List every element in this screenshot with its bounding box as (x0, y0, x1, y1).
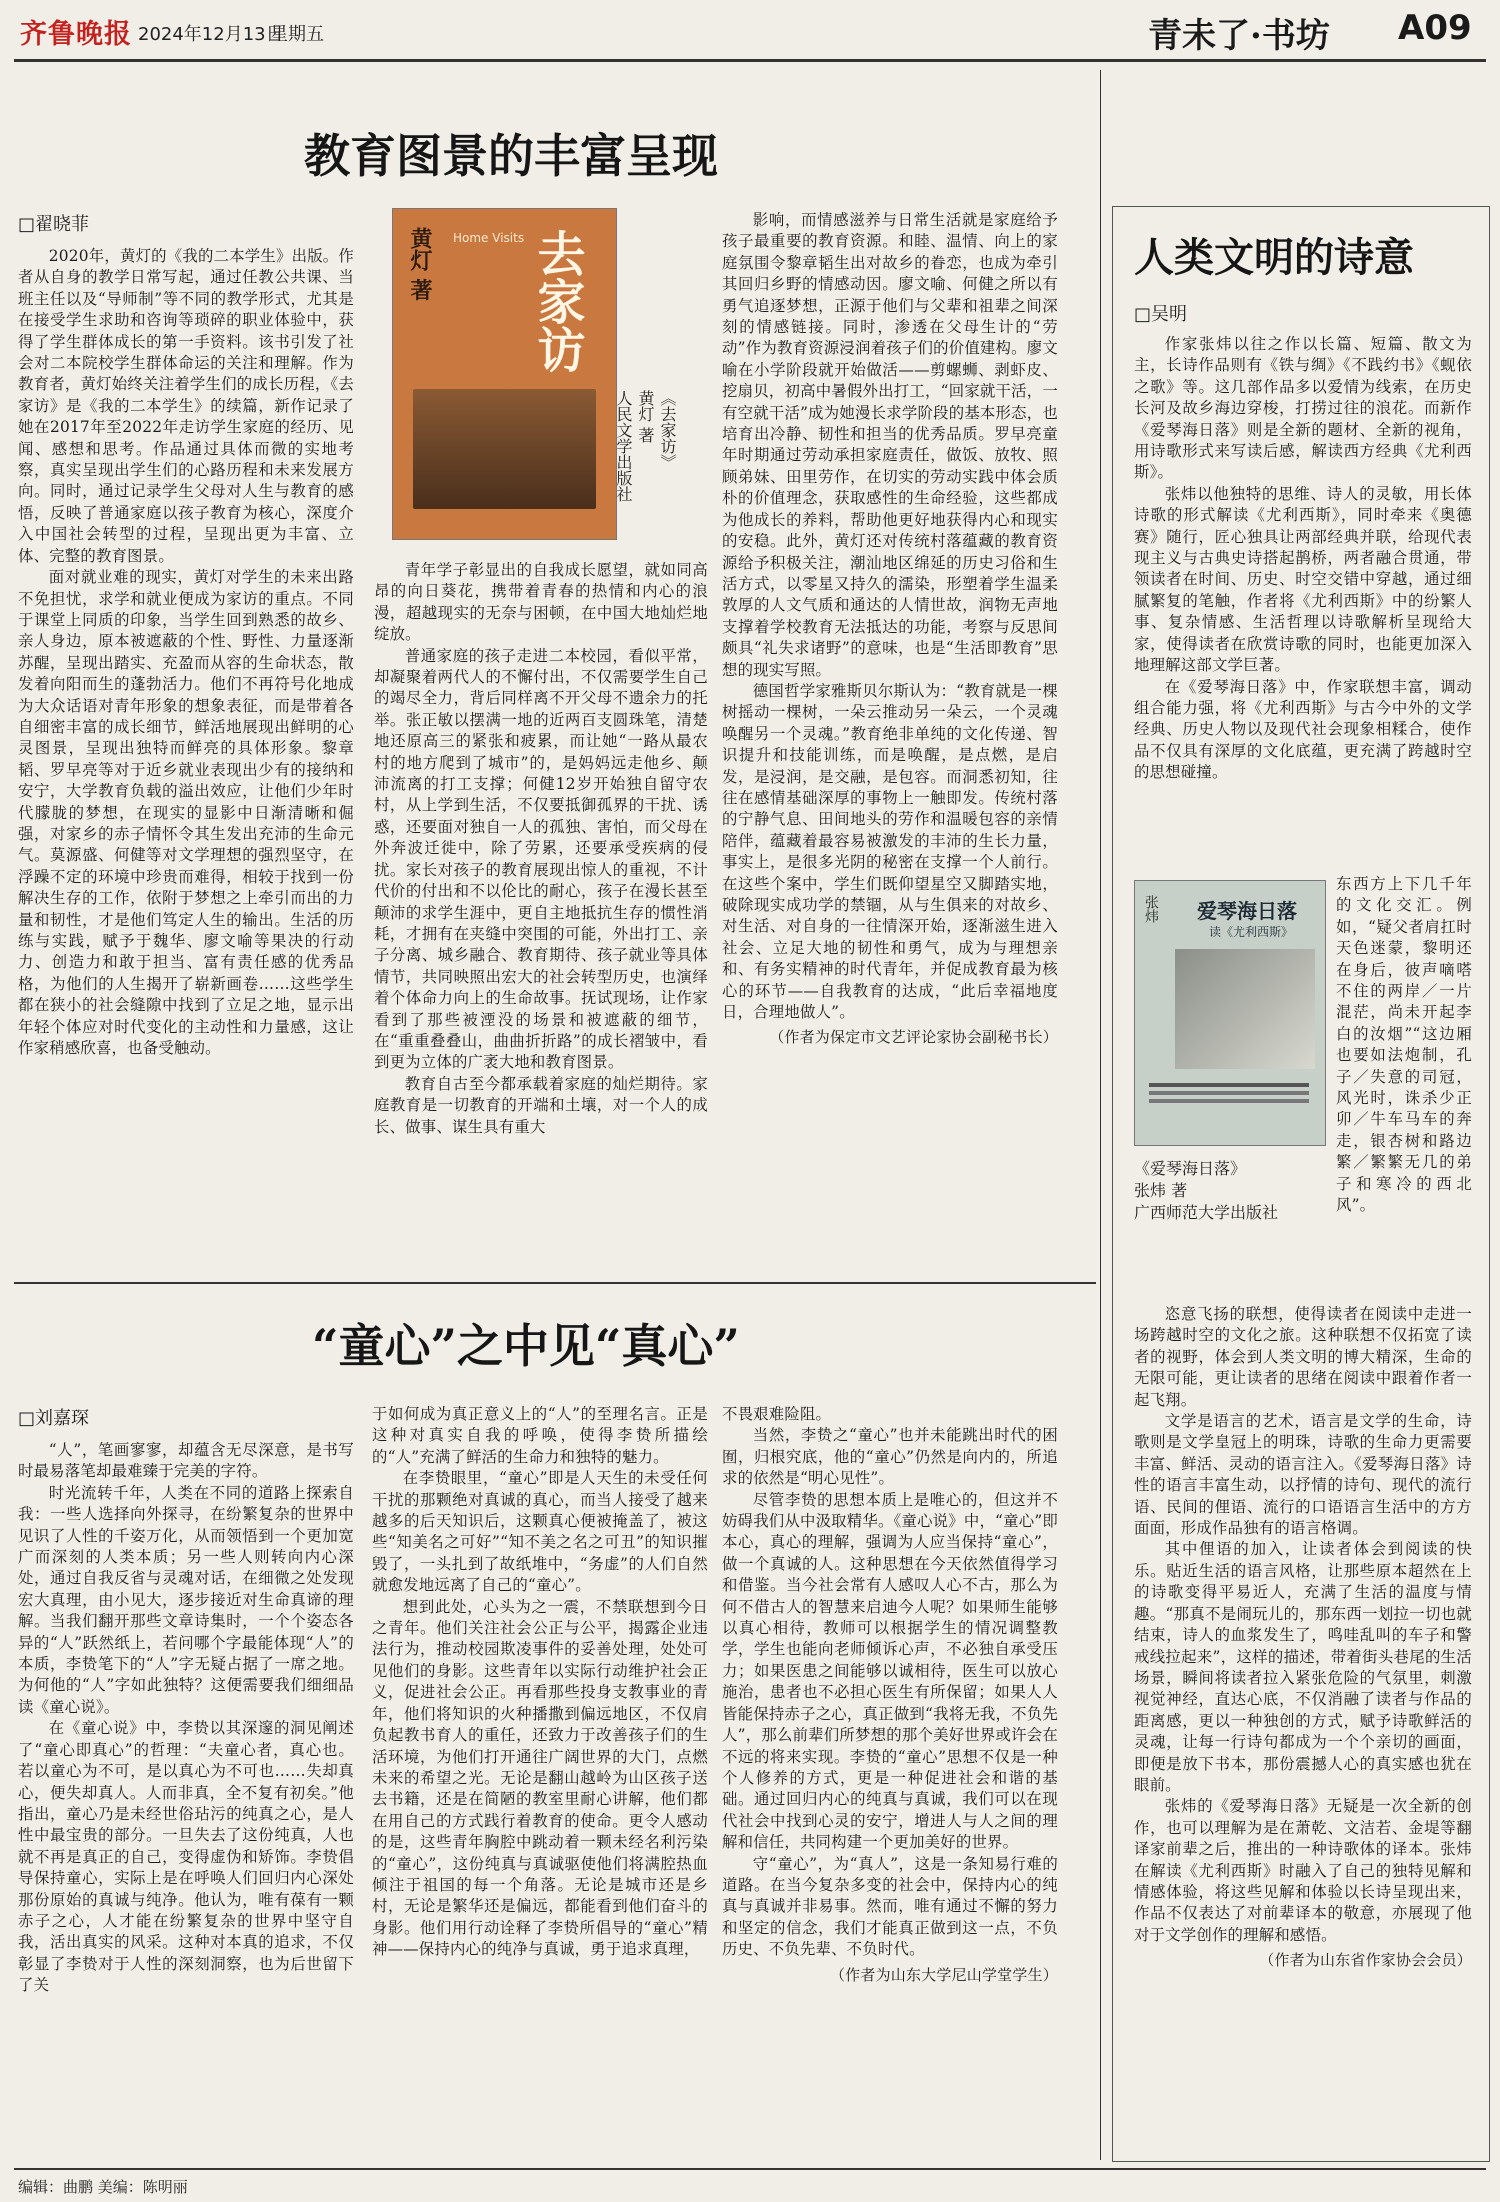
paragraph: 尽管李贽的思想本质上是唯心的，但这并不妨碍我们从中汲取精华。《童心说》中，“童心”即本心，真心的理解，强调为人应当保持“童心”，做一个真诚的人。这种思想在今天依然值得学习和借鉴。当今社会常有人感叹人心不古，那么为何不借古人的智慧来启迪今人呢？如果师生能够以真心相待，教师可以根据学生的情况调整教学，学生也能向老师倾诉心声，不必独自承受压力；如果医患之间能够以诚相待，医生可以放心施治，患者也不必担心医生有所保留；如果人人皆能保持赤子之心，真正做到“我将无我，不负先人”，那么前辈们所梦想的那个美好世界或许会在不远的将来实现。李贽的“童心”思想不仅是一种个人修养的方式，更是一种促进社会和谐的基础。通过回归内心的纯真与真诚，我们可以在现代社会中找到心灵的安宁，增进人与人之间的理解和信任，共同构建一个更加美好的世界。 (722, 1490, 1058, 1852)
caption-line: 黄灯 著 (636, 390, 655, 444)
paragraph: 在《童心说》中，李贽以其深邃的洞见阐述了“童心即真心”的哲理：“夫童心者，真心也。若以童心为不可，是以真心为不可也……失却真心，便失却真人。人而非真，全不复有初矣。”他指出，童心乃是未经世俗玷污的纯真之心，是人性中最宝贵的部分。一旦失去了这份纯真，人也就不再是真正的自己，变得虚伪和矫饰。李贽倡导保持童心，实际上是在呼唤人们回归内心深处那份原始的真诚与纯净。他认为，唯有葆有一颗赤子之心，人才能在纷繁复杂的世界中坚守自我，活出真实的风采。这种对本真的追求，不仅彰显了李贽对于人性的深刻洞察，也为后世留下了关 (18, 1719, 354, 1995)
author-note: （作者为保定市文艺评论家协会副秘书长） (769, 1028, 1058, 1047)
column-separator (1100, 70, 1101, 2160)
article2-column-1 (18, 1440, 354, 2162)
cover-blurb (1149, 1083, 1309, 1087)
paragraph: 影响，而情感滋养与日常生活就是家庭给予孩子最重要的教育资源。和睦、温情、向上的家庭氛围令黎章韬生出对故乡的眷恋，也成为牵引其回归乡野的情感动因。廖文喻、何健之所以有勇气追逐梦想，正源于他们与父辈和祖辈之间深刻的情感链接。同时，渗透在父母生计的“劳动”作为教育资源浸润着孩子们的价值建构。廖文喻在小学阶段就开始做活——剪螺蛳、剥虾皮、挖扇贝，初高中暑假外出打工，“回家就干活，一有空就干活”成为她漫长求学阶段的基本形态，也培育出冷静、韧性和担当的优秀品质。罗早亮童年时期通过劳动承担家庭责任，做饭、放牧、照顾弟妹、田里劳作，在切实的劳动实践中体会质朴的价值理念，获取感性的生命经验，这些都成为他成长的养料，帮助他更好地获得内心和现实的安稳。此外，黄灯还对传统村落蕴藏的教育资源给予积极关注，潮汕地区绵延的历史习俗和生活方式，以零星又持久的濡染，形塑着学生温柔敦厚的人文气质和通达的人情世故，润物无声地支撑着学校教育无法抵达的功能，考察与反思间颇具“礼失求诸野”的意味，也是“生活即教育”思想的现实写照。 (722, 211, 1058, 679)
article3-author: □吴明 (1134, 304, 1188, 325)
cover-author: 黄灯 著 (407, 227, 433, 301)
article3-title: 人类文明的诗意 (1134, 234, 1414, 281)
cover-subtitle: 读《尤利西斯》 (1209, 925, 1294, 939)
issue-date: 2024年12月13日 (138, 24, 284, 45)
paragraph: 时光流转千年，人类在不同的道路上探索自我：一些人选择向外探寻，在纷繁复杂的世界中见识了人性的千姿万化，从而领悟到一个更加宽广而深刻的人类本质；另一些人则转向内心深处，通过自我反省与灵魂对话，在细微之处发现宏大真理，由小见大，逐步接近对生命真谛的理解。当我们翻开那些文章诗集时，一个个姿态各异的“人”跃然纸上，若问哪个字最能体现“人”的本质，李贽笔下的“人”字无疑占据了一席之地。为何他的“人”字如此独特？这便需要我们细细品读《童心说》。 (18, 1483, 354, 1716)
paragraph: 想到此处，心头为之一震，不禁联想到今日之青年。他们关注社会公正与公平，揭露企业违法行为，推动校园欺凌事件的妥善处理，处处可见他们的身影。这些青年以实际行动维护社会正义，促进社会公正。再看那些投身支教事业的青年，他们将知识的火种播撒到偏远地区，不仅肩负起教书育人的重任，还致力于改善孩子们的生活环境，为他们打开通往广阔世界的大门，点燃未来的希望之光。无论是翻山越岭为山区孩子送去书籍，还是在简陋的教室里耐心讲解，他们都在用自己的方式践行着教育的使命。更令人感动的是，这些青年胸腔中跳动着一颗未经名利污染的“童心”，这份纯真与真诚驱使他们将满腔热血倾注于祖国的每一个角落。无论是城市还是乡村，无论是繁华还是偏远，都能看到他们奋斗的身影。他们用行动诠释了李贽所倡导的“童心”精神——保持内心的纯净与真诚，勇于追求真理， (372, 1597, 708, 1959)
caption-line: 《去家访》 (658, 390, 677, 470)
article3-column-top (1134, 334, 1472, 874)
book-caption-aiqinhairiluo (1134, 1158, 1324, 1224)
caption-line: 广西师范大学出版社 (1134, 1203, 1279, 1222)
paragraph: 恣意飞扬的联想，使得读者在阅读中走进一场跨越时空的文化之旅。这种联想不仅拓宽了读者的视野，体会到人类文明的博大精深，生命的无限可能，更让读者的思绪在阅读中跟着作者一起飞翔。 (1134, 1305, 1472, 1409)
author-note: （作者为山东大学尼山学堂学生） (829, 1965, 1058, 1984)
cover-english: Home Visits (453, 231, 525, 245)
article2-title: “童心”之中见“真心” (312, 1319, 740, 1373)
paragraph: “人”，笔画寥寥，却蕴含无尽深意，是书写时最易落笔却最难臻于完美的字符。 (18, 1441, 354, 1481)
paragraph: 教育自古至今都承载着家庭的灿烂期待。家庭教育是一切教育的开端和土壤，对一个人的成长、做事、谋生具有重大 (374, 1074, 708, 1136)
cover-art (1175, 949, 1315, 1069)
article1-column-2 (374, 560, 708, 1264)
paragraph: 在李贽眼里，“童心”即是人天生的未受任何干扰的那颗绝对真诚的真心，而当人接受了越来越多的后天知识后，这颗真心便被掩盖了，被这些“知美名之可好”“知不美之名之可丑”的知识摧毁了，一头扎到了故纸堆中，“务虚”的人们自然就愈发地远离了自己的“童心”。 (372, 1469, 708, 1595)
book-cover-aiqinhairiluo (1134, 880, 1326, 1146)
paragraph: 青年学子彰显出的自我成长愿望，就如同高昂的向日葵花，携带着青春的热情和内心的浪漫，超越现实的无奈与困顿，在中国大地灿烂地绽放。 (374, 561, 708, 644)
cover-photo (413, 389, 596, 509)
masthead (0, 0, 1500, 58)
paragraph: 在《爱琴海日落》中，作家联想丰富，调动组合能力强，将《尤利西斯》与古今中外的文学经典、历史人物以及现代社会现象相糅合，使作品不仅具有深厚的文化底蕴，更充满了跨越时空的思想碰撞。 (1134, 677, 1472, 782)
footer-rule (14, 2168, 1486, 2170)
paragraph: 张炜的《爱琴海日落》无疑是一次全新的创作，也可以理解为是在萧乾、文洁若、金堤等翻译家前辈之后，推出的一种诗歌体的译本。张炜在解读《尤利西斯》时融入了自己的独特见解和情感体验，将这些见解和体验以长诗呈现出来，作品不仅表达了对前辈译本的敬意，亦展现了他对于文学创作的理解和感悟。 (1134, 1797, 1472, 1944)
paragraph: 作家张炜以往之作以长篇、短篇、散文为主，长诗作品则有《铁与绸》《不践约书》《蚬依之歌》等。这几部作品多以爱情为线索，在历史长河及故乡海边穿梭，打捞过往的浪花。而新作《爱琴海日落》则是全新的题材、全新的视角，用诗歌形式来写读后感，解读西方经典《尤利西斯》。 (1134, 335, 1472, 482)
issue-weekday: 星期五 (270, 24, 324, 45)
paragraph: 不畏艰难险阻。 (722, 1405, 832, 1423)
book-caption-qujiafang (600, 390, 678, 540)
paragraph: 面对就业难的现实，黄灯对学生的未来出路不免担忧，求学和就业便成为家访的重点。不同于课堂上同质的印象，当学生回到熟悉的故乡、亲人身边，原本被遮蔽的个性、野性、力量逐渐苏醒，呈现出踏实、充盈而从容的生命状态，散发着向阳而生的蓬勃活力。他们不再符号化地成为大众话语对青年形象的想象表征，而是带着各自细密丰富的成长细节，鲜活地展现出鲜明的心灵图景，呈现出独特而鲜亮的具体形象。黎章韬、罗早亮等对于近乡就业表现出少有的接纳和安宁，大学教育负载的溢出效应，让他们少年时代朦胧的梦想，在现实的显影中日渐清晰和倔强，对家乡的赤子情怀令其生发出充沛的生命元气。莫源盛、何健等对文学理想的强烈坚守，在浮躁不定的环境中珍贵而难得，相较于找到一份解决生存的工作，依附于梦想之上牵引而出的力量和韧性，才是他们笃定人生的输出。生活的历练与实践，赋予于魏华、廖文喻等果决的行动力、创造力和敢于担当、富有责任感的优秀品格，为他们的人生揭开了崭新画卷……这些学生都在狭小的社会缝隙中找到了立足之地，显示出年轻个体应对时代变化的主动性和力量感，这让作家稍感欣喜，也备受触动。 (18, 568, 354, 1058)
article1-author: □翟晓菲 (18, 214, 90, 235)
article1-title: 教育图景的丰富呈现 (304, 129, 718, 183)
paper-logo: 齐鲁晚报 (20, 19, 132, 50)
paragraph: 于如何成为真正意义上的“人”的至理名言。正是这种对真实自我的呼唤，使得李贽所描绘的“人”充满了鲜活的生命力和独特的魅力。 (372, 1405, 708, 1466)
article1-column-3 (722, 210, 1058, 1264)
paragraph: 东西方上下几千年的文化交汇。例如，“疑父者肩扛时天色迷蒙，黎明还在身后，彼声嘀嗒不住的两岸／一片混茫，尚未开起李白的汝烟”“这边厢也要如法炮制，孔子／失意的司冠，风光时，诛杀少正卯／牛车马车的奔走，银杏树和路边繁／繁繁无几的弟子和寒冷的西北风”。 (1336, 875, 1472, 1215)
article2-column-2 (372, 1404, 708, 2162)
caption-line: 《爱琴海日落》 (1134, 1159, 1247, 1178)
paragraph: 张炜以他独特的思维、诗人的灵敏，用长体诗歌的形式解读《尤利西斯》，同时牵来《奥德赛》随行，匠心独具让两部经典并联，给现代表现主义与古典史诗搭起鹊桥，两者融合贯通，带领读者在时间、历史、时空交错中穿越，通过细腻繁复的笔触，作者将《尤利西斯》中的纷繁人事、复杂情感、生活哲理以诗歌解析呈现给大家，使得读者在欣赏诗歌的同时，也能更加深入地理解这部文学巨著。 (1134, 484, 1472, 675)
cover-title: 去家访 (529, 229, 585, 373)
cover-title: 爱琴海日落 (1197, 899, 1297, 923)
article3-column-side (1336, 874, 1472, 1298)
article2-column-3 (722, 1404, 1058, 2162)
caption-line: 人民文学出版社 (614, 390, 633, 502)
paragraph: 普通家庭的孩子走进二本校园，看似平常，却凝聚着两代人的不懈付出，不仅需要学生自己的竭尽全力，背后同样离不开父母不遗余力的托举。张正敏以摆满一地的近两百支圆珠笔，清楚地还原高三的紧张和疲累，而让她“一路从最农村的地方爬到了城市”的，是妈妈远走他乡、颠沛流离的打工支撑；何健12岁开始独自留守农村，从上学到生活，不仅要抵御孤界的干扰、诱惑，还要面对独自一人的孤独、害怕，而父母在外奔波迁徙中，除了劳累，还要承受疾病的侵扰。家长对孩子的教育展现出惊人的重视，不计代价的付出和不以伦比的耐心，孩子在漫长甚至颠沛的求学生涯中，更自主地抵抗生存的惯性消耗，才拥有在夹缝中突围的可能，外出打工、亲子分离、城乡融合、教育期待、孩子就业等具体情节，共同映照出宏大的社会转型历史，也演绎着个体命力向上的生命故事。抚试现场，让作家看到了那些被湮没的场景和被遮蔽的细节，在“重重叠叠山，曲曲折折路”的成长褶皱中，看到更为立体的广袤大地和教育图景。 (374, 646, 708, 1072)
paragraph: 文学是语言的艺术，语言是文学的生命，诗歌则是文学皇冠上的明珠，诗歌的生命力更需要丰富、鲜活、灵动的语言注入。《爱琴海日落》诗性的语言丰富生动，以抒情的诗句、现代的流行语、民间的俚语、流行的口语语言生活中的方方面面，形成作品独有的语言格调。 (1134, 1412, 1472, 1538)
article2-author: □刘嘉琛 (18, 1408, 90, 1429)
paragraph: 2020年，黄灯的《我的二本学生》出版。作者从自身的教学日常写起，通过任教公共课、当班主任以及“导师制”等不同的教学形式，尤其是在接受学生求助和咨询等琐碎的职业体验中，获得了学生群体成长的第一手资料。该书引发了社会对二本院校学生群体命运的关注和理解。作为教育者，黄灯始终关注着学生们的成长历程，《去家访》是《我的二本学生》的续篇，新作记录了她在2017年至2022年走访学生家庭的经历、见闻、感想和思考。作品通过具体而微的实地考察，真实呈现出学生们的心路历程和未来发展方向。同时，通过记录学生父母对人生与教育的感悟，反映了普通家庭以孩子教育为核心，深度介入中国社会转型的过程，呈现出更为丰富、立体、完整的教育图景。 (18, 247, 354, 565)
footer-credits: 编辑：曲鹏 美编：陈明丽 (18, 2178, 188, 2196)
paragraph: 德国哲学家雅斯贝尔斯认为：“教育就是一棵树摇动一棵树，一朵云推动另一朵云，一个灵魂唤醒另一个灵魂。”教育绝非单纯的文化传递、智识提升和技能训练，而是唤醒，是点燃，是启发，是浸润，是交融，是包容。而洞悉初知，往往在感情基础深厚的事物上一触即发。传统村落的宁静气息、田间地头的劳作和温暖包容的亲情陪伴，蕴藏着最容易被激发的丰沛的生长力量，事实上，是很多光阴的秘密在支撑一个人前行。在这些个案中，学生们既仰望星空又脚踏实地，破除现实成功学的禁锢，从与生俱来的对故乡、对生活、对自身的一往情深开始，逐渐滋生进入社会、立足大地的韧性和勇气，成为与理想亲和、有务实精神的时代青年，并促成教育最为核心的环节——自我教育的达成，“此后幸福地度日，合理地做人”。 (722, 681, 1058, 1022)
page-number: A09 (1398, 8, 1472, 48)
caption-line: 张炜 著 (1134, 1181, 1188, 1200)
book-cover-qujiafang (392, 208, 617, 540)
paragraph: 当然，李贽之“童心”也并未能跳出时代的困囿，归根究底，他的“童心”仍然是向内的，所追求的依然是“明心见性”。 (722, 1426, 1058, 1488)
paragraph: 守“童心”，为“真人”，这是一条知易行难的道路。在当今复杂多变的社会中，保持内心的纯真与真诚并非易事。然而，唯有通过不懈的努力和坚定的信念，我们才能真正做到这一点，不负历史、不负先辈、不负时代。 (722, 1854, 1058, 1959)
article1-column-1 (18, 246, 354, 1264)
article3-column-bottom (1134, 1304, 1472, 2152)
section-title: 青未了·书坊 (1148, 16, 1330, 56)
paragraph: 其中俚语的加入，让读者体会到阅读的快乐。贴近生活的语言风格，让那些原本超然在上的诗歌变得平易近人，充满了生活的温度与情趣。“那真不是闹玩儿的，那东西一划拉一切也就结束，诗人的血浆发生了，鸣哇乱叫的车子和警戒线拉起来”，这样的描述，带着街头巷尾的生活场景，瞬间将读者拉入紧张危险的气氛里，刺激视觉神经，直达心底，不仅消融了读者与作品的距离感，更以一种独创的方式，赋予诗歌鲜活的灵魂，让每一行诗句都成为一个个亲切的画面，即便是放下书本，那份震撼人心的真实感也犹在眼前。 (1134, 1540, 1472, 1794)
cover-author: 张炜 (1143, 895, 1159, 923)
masthead-rule (14, 59, 1486, 62)
section-divider (14, 1282, 1096, 1284)
author-note: （作者为山东省作家协会会员） (1259, 1951, 1472, 1970)
